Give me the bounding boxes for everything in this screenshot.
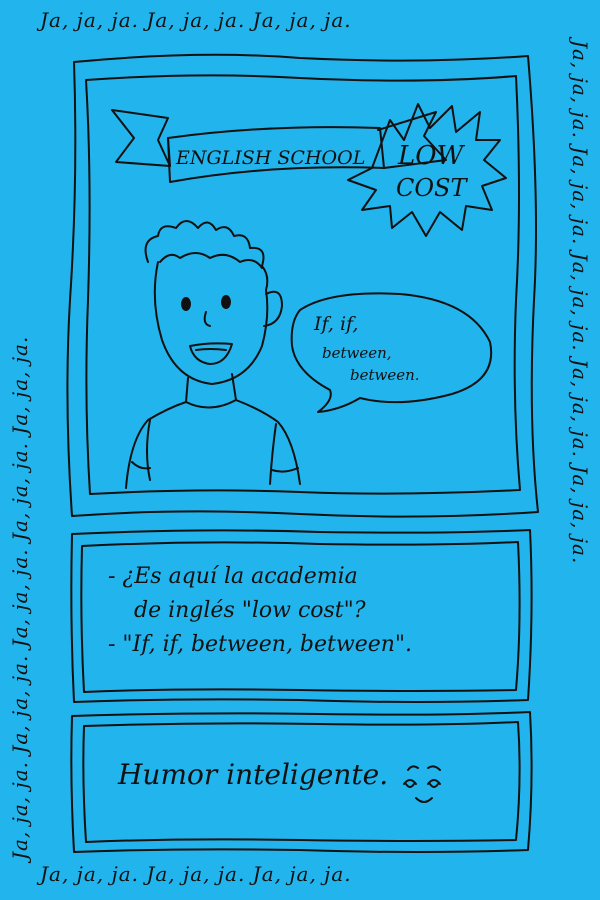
character-collar xyxy=(186,400,236,408)
dialogue-caption xyxy=(108,560,508,662)
character-mouth xyxy=(190,343,232,364)
caption-line-3: - "If, if, between, between". xyxy=(108,632,413,657)
character-face xyxy=(155,262,268,384)
banner-text: ENGLISH SCHOOL xyxy=(176,147,366,169)
banner-ribbon xyxy=(112,110,446,182)
caption-line-2: de inglés "low cost"? xyxy=(134,598,366,623)
speech-line-1: If, if, xyxy=(314,313,359,335)
burst-text-low: LOW xyxy=(398,141,464,171)
border-text-bottom: Ja, ja, ja. Ja, ja, ja. Ja, ja, ja. xyxy=(40,862,352,886)
speech-text xyxy=(313,313,420,384)
character-nose xyxy=(205,312,210,326)
caption-line-1: - ¿Es aquí la academia xyxy=(108,564,358,589)
character-boy xyxy=(126,221,300,488)
panel-1-outer-frame xyxy=(67,55,538,517)
border-text-right: Ja, ja, ja. Ja, ja, ja. Ja, ja, ja. Ja, ja, ja. Ja, ja, ja. xyxy=(568,40,592,565)
character-shirt xyxy=(126,400,300,488)
border-text-left: Ja, ja, ja. Ja, ja, ja. Ja, ja, ja. Ja, ja, ja. Ja, ja, ja. xyxy=(8,335,32,860)
border-text-top: Ja, ja, ja. Ja, ja, ja. Ja, ja, ja. xyxy=(40,8,352,32)
tagline: Humor inteligente. xyxy=(118,758,389,791)
burst-text-cost: COST xyxy=(396,174,467,202)
panel-1-inner-frame xyxy=(86,75,520,494)
character-eye-right xyxy=(222,296,230,308)
speech-line-3: between. xyxy=(350,366,420,384)
character-eye-left xyxy=(182,298,190,310)
speech-line-2: between, xyxy=(322,344,392,362)
smiley-doodle xyxy=(404,766,440,802)
